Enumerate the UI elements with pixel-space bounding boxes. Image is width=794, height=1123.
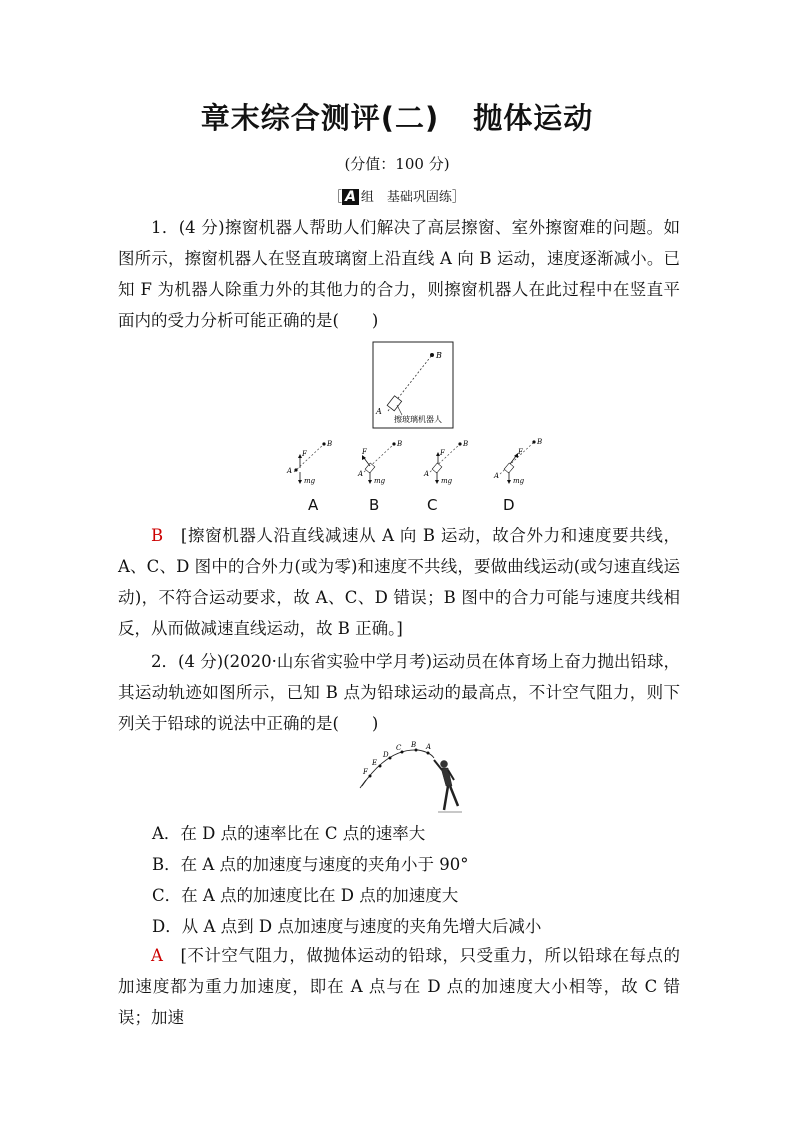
q2-trajectory-figure — [358, 740, 468, 814]
option-c-diagram — [423, 440, 468, 485]
svg-text:A: A — [494, 472, 500, 480]
q1-figure-caption: 擦玻璃机器人 — [394, 415, 442, 424]
svg-text:B: B — [397, 440, 403, 448]
svg-text:A: A — [424, 470, 430, 478]
svg-text:F: F — [302, 450, 307, 458]
page-title — [0, 96, 794, 137]
svg-text:A: A — [287, 467, 293, 475]
svg-text:F: F — [362, 448, 367, 456]
option-label-c: C — [427, 496, 438, 514]
choice-a: A．在 D 点的速率比在 C 点的速率大 — [152, 824, 426, 843]
choice-c: C．在 A 点的加速度比在 D 点的加速度大 — [152, 886, 459, 905]
svg-text:B: B — [411, 741, 417, 749]
question-1-answer — [118, 520, 680, 644]
q1-option-figures — [282, 434, 552, 492]
q1-point-b: B — [436, 351, 442, 360]
option-b-diagram — [357, 440, 402, 485]
question-2-answer — [118, 940, 680, 1033]
score-line: (分值：100 分) — [344, 155, 450, 173]
group-label: 组 基础巩固练 — [360, 190, 452, 205]
svg-text:E: E — [372, 759, 378, 767]
group-heading: ［ A 组 基础巩固练］ — [329, 189, 465, 205]
svg-text:F: F — [518, 448, 523, 456]
svg-text:B: B — [327, 440, 333, 448]
answer-letter: A — [151, 946, 163, 965]
question-1-text: 1．(4 分)擦窗机器人帮助人们解决了高层擦窗、室外擦窗难的问题。如图所示，擦窗机器人在竖直玻璃窗上沿直线 A 向 B 运动，速度逐渐减小。已知 F 为机器人除重力外的其他力的合力，则擦窗机器人在此过程中在竖直平面内的受力分析可能正确的是( ) — [118, 218, 680, 330]
option-a-diagram — [286, 440, 332, 485]
title-main: 章末综合测评(二) — [200, 101, 440, 135]
svg-text:A: A — [358, 470, 364, 478]
answer-explanation: [不计空气阻力，做抛体运动的铅球，只受重力，所以铅球在每点的加速度都为重力加速度，即在 A 点与在 D 点的加速度大小相等，故 C 错误；加速 — [118, 946, 681, 1027]
option-label-b: B — [369, 496, 380, 514]
svg-text:A: A — [426, 743, 432, 751]
svg-text:B: B — [537, 438, 543, 446]
q1-point-a: A — [376, 407, 382, 416]
svg-text:D: D — [383, 751, 389, 759]
option-label-a: A — [308, 496, 319, 514]
answer-letter: B — [151, 526, 164, 545]
q1-main-figure — [372, 341, 454, 429]
question-2-text: 2．(4 分)(2020·山东省实验中学月考)运动员在体育场上奋力抛出铅球，其运动轨迹如图所示，已知 B 点为铅球运动的最高点，不计空气阻力，则下列关于铅球的说法中正确的是( ) — [118, 652, 680, 733]
svg-text:mg: mg — [304, 477, 316, 485]
svg-text:F: F — [363, 768, 368, 776]
athlete-figure — [434, 760, 462, 812]
option-label-d: D — [503, 496, 515, 514]
svg-text:C: C — [396, 744, 402, 752]
option-d-diagram — [493, 438, 542, 485]
choice-d: D．从 A 点到 D 点加速度与速度的夹角先增大后减小 — [152, 917, 542, 936]
svg-text:B: B — [463, 440, 469, 448]
group-badge: A — [342, 189, 359, 205]
svg-text:mg: mg — [513, 477, 525, 485]
svg-text:mg: mg — [374, 477, 386, 485]
title-topic: 抛体运动 — [473, 101, 594, 135]
choice-b: B．在 A 点的加速度与速度的夹角小于 90° — [152, 855, 469, 874]
answer-explanation: [擦窗机器人沿直线减速从 A 向 B 运动，故合外力和速度要共线，A、C、D 图中的合外力(或为零)和速度不共线，要做曲线运动(或匀速直线运动)，不符合运动要求，故 A、C、D 错误；B 图中的合力可能与速度共线相反，从而做减速直线运动，故 B 正确。] — [118, 526, 680, 638]
svg-text:mg: mg — [441, 477, 453, 485]
svg-text:F: F — [440, 449, 445, 457]
